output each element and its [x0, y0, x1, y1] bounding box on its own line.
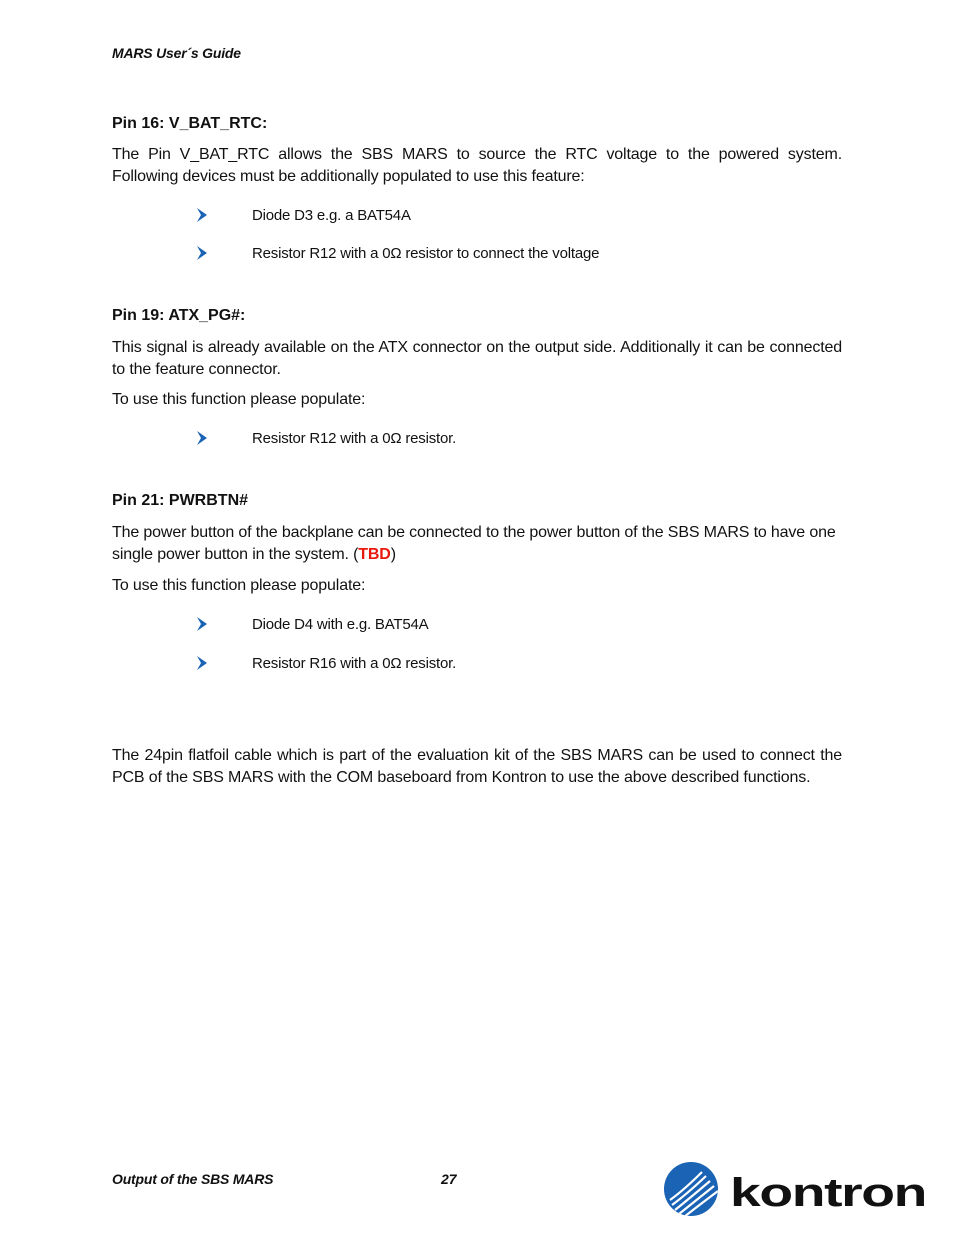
- paragraph-text: The power button of the backplane can be connected to the power button of the SBS MARS to have one single power button in the system. (: [112, 524, 836, 563]
- section-paragraph-pin19-populate: To use this function please populate:: [112, 391, 366, 408]
- section-paragraph-pin19: This signal is already available on the ATX connector on the output side. Additionally it can be connected to the feature connector.: [112, 339, 842, 378]
- chevron-right-icon: [196, 431, 208, 445]
- list-item: [196, 244, 600, 262]
- section-paragraph-pin21-populate: To use this function please populate:: [112, 577, 366, 594]
- tbd-marker: TBD: [358, 546, 391, 563]
- list-item-text: Resistor R12 with a 0Ω resistor to connect the voltage: [252, 244, 600, 262]
- list-item-text: Resistor R16 with a 0Ω resistor.: [252, 654, 457, 672]
- section-heading-pin19: Pin 19: ATX_PG#:: [112, 307, 246, 324]
- page-number: 27: [441, 1171, 457, 1187]
- list-item: [196, 429, 457, 447]
- section-paragraph-pin21: [112, 522, 842, 566]
- list-item: [196, 615, 429, 633]
- list-item-text: Diode D3 e.g. a BAT54A: [252, 206, 411, 224]
- running-header: MARS User´s Guide: [112, 45, 241, 61]
- kontron-logo: [664, 1160, 928, 1218]
- section-heading-pin16: Pin 16: V_BAT_RTC:: [112, 115, 268, 132]
- chevron-right-icon: [196, 656, 208, 670]
- closing-paragraph: The 24pin flatfoil cable which is part of the evaluation kit of the SBS MARS can be used to connect the PCB of the SBS MARS with the COM baseboard from Kontron to use the above described functions.: [112, 747, 842, 786]
- chevron-right-icon: [196, 617, 208, 631]
- chevron-right-icon: [196, 208, 208, 222]
- footer-section-title: Output of the SBS MARS: [112, 1171, 274, 1187]
- section-paragraph-pin16: The Pin V_BAT_RTC allows the SBS MARS to source the RTC voltage to the powered system. Following devices must be additionally populated to use this feature:: [112, 146, 842, 185]
- list-item-text: Resistor R12 with a 0Ω resistor.: [252, 429, 457, 447]
- logo-wordmark: kontron: [730, 1171, 926, 1215]
- list-item: [196, 654, 457, 672]
- list-item-text: Diode D4 with e.g. BAT54A: [252, 615, 429, 633]
- list-item: [196, 206, 411, 224]
- chevron-right-icon: [196, 246, 208, 260]
- section-heading-pin21: Pin 21: PWRBTN#: [112, 492, 249, 509]
- paragraph-text-end: ): [390, 546, 396, 563]
